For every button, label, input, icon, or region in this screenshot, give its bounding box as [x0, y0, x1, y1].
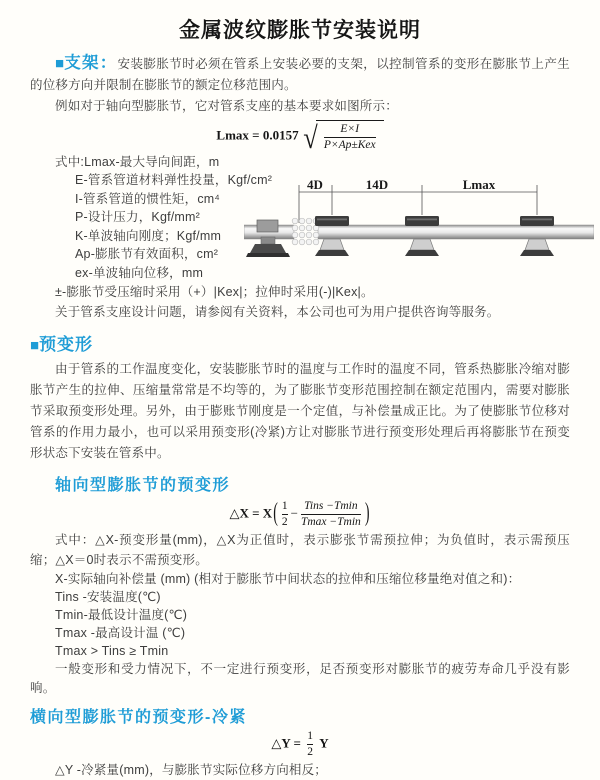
- lateral-predeform-subheader: 横向型膨胀节的预变形-冷紧: [30, 709, 247, 727]
- blue-square-icon: ■: [55, 55, 65, 72]
- minus-sign: −: [290, 505, 298, 521]
- dim-label-14d: 14D: [365, 178, 389, 192]
- definition-item: ex-单波轴向位移，mm: [75, 265, 204, 280]
- predeform-paragraph: 由于管系的工作温度变化，安装膨胀节时的温度与工作时的温度不同，管系热膨胀冷缩对膨胀节产生的拉伸、压缩量常常是不均等的，为了膨胀节变形范围控制在额定范围内，需要对膨胀节采取预变形处理。另外，由于膨账节刚度是一个定值，与补偿量成正比。为了使膨胀节位移对管系的作用力最小，也可以采用预变形(冷紧)方让对膨胀节进行预变形处理后再将膨胀节在预变形状态下安装在管系中。: [30, 362, 570, 461]
- definition-item: E-管系管道材料弹性投量，Kgf/cm²: [75, 173, 273, 188]
- lateral-formula-rhs: Y: [319, 735, 329, 751]
- lmax-formula-lhs: Lmax = 0.0157: [216, 127, 299, 143]
- bellows-section: [292, 218, 319, 245]
- definition-item: I-管系管道的惯性矩，cm⁴: [75, 191, 220, 206]
- lateral-formula-lhs: △Y =: [271, 735, 301, 751]
- definition-item: P-设计压力，Kgf/mm²: [75, 210, 201, 225]
- lateral-half-denominator: 2: [307, 746, 313, 759]
- lateral-formula: [30, 729, 570, 760]
- dim-label-4d: 4D: [307, 178, 323, 192]
- lateral-note: △Y -冷紧量(mm)，与膨胀节实际位移方向相反；: [55, 763, 328, 778]
- temperature-fraction: [298, 499, 364, 530]
- axial-formula: [30, 499, 570, 530]
- dim-label-lmax: Lmax: [462, 178, 496, 192]
- half-fraction: [279, 499, 291, 530]
- lmax-fraction-numerator: E×I: [340, 123, 360, 135]
- pipe-support-diagram: [244, 179, 594, 263]
- page-title: 金属波纹膨胀节安装说明: [179, 19, 421, 42]
- axial-definition-item: X-实际轴向补偿量 (mm) (相对于膨胀节中间状态的拉伸和压缩位移量绝对值之和)：: [55, 572, 521, 587]
- open-paren: (: [273, 499, 278, 529]
- plusminus-note: ±-膨胀节受压缩时采用（+）|Kex|；拉伸时采用(-)|Kex|。: [55, 285, 374, 300]
- half-denominator: 2: [281, 516, 288, 529]
- support-intro-paragraph: [30, 53, 570, 96]
- lateral-half-fraction: [304, 729, 316, 760]
- half-numerator: 1: [281, 500, 288, 513]
- sqrt-expression: [302, 120, 384, 153]
- support-example-text: 例如对于轴向型膨胀节，它对管系支座的基本要求如图所示：: [55, 99, 398, 113]
- pipe-main: [318, 225, 594, 239]
- support-section-heading: [55, 54, 118, 72]
- axial-formula-lhs: △X = X: [229, 505, 273, 521]
- lateral-half-numerator: 1: [307, 730, 313, 743]
- axial-note1: 式中：△X-预变形量(mm)，△X为正值时，表示膨张节需预拉伸；为负值时，表示需预压缩；△X＝0时表示不需预变形。: [30, 533, 570, 568]
- support-intro-text: 安装膨胀节时必须在管系上安装必要的支架，以控制管系的变形在膨胀节上产生的位移方向并限制在膨胀节的额定位移范围内。: [30, 57, 570, 92]
- definitions-and-diagram-region: [30, 153, 570, 283]
- lmax-fraction-denominator: P×Ap±Kex: [323, 138, 376, 151]
- lmax-formula: [30, 120, 570, 153]
- lmax-fraction: [321, 122, 379, 153]
- definition-item: K-单波轴向刚度；Kgf/mm: [75, 228, 222, 243]
- predeform-section-heading: [30, 330, 570, 355]
- blue-square-icon: ■: [30, 337, 40, 355]
- predeform-section-label: 预变形: [39, 335, 94, 355]
- definition-item: Ap-膨胀节有效面积，cm²: [75, 247, 219, 262]
- axial-definition-item: Tmin-最低设计温度(℃): [55, 608, 188, 623]
- close-paren: ): [364, 499, 370, 529]
- axial-predeform-subheader: 轴向型膨胀节的预变形: [55, 477, 231, 495]
- sqrt-content: [316, 120, 384, 153]
- axial-definition-item: Tins -安装温度(℃): [55, 590, 161, 605]
- temperature-denominator: Tmax −Tmin: [300, 516, 361, 529]
- axial-note2: 一般变形和受力情况下，不一定进行预变形，足否预变形对膨胀节的疲劳寿命几乎没有影响。: [30, 662, 570, 696]
- temperature-numerator: Tins −Tmin: [304, 500, 358, 513]
- support-section-label: 支架：: [64, 54, 118, 72]
- square-root-icon: √: [303, 119, 318, 155]
- definition-item: 式中:Lmax-最大导向间距，m: [55, 154, 220, 169]
- consult-note: 关于管系支座设计问题，请参阅有关资料，本公司也可为用户提供咨询等服务。: [55, 305, 500, 320]
- axial-definitions-list: [55, 570, 570, 660]
- axial-definition-item: Tmax > Tins ≥ Tmin: [55, 644, 169, 659]
- axial-definition-item: Tmax -最高设计温 (℃): [55, 626, 186, 641]
